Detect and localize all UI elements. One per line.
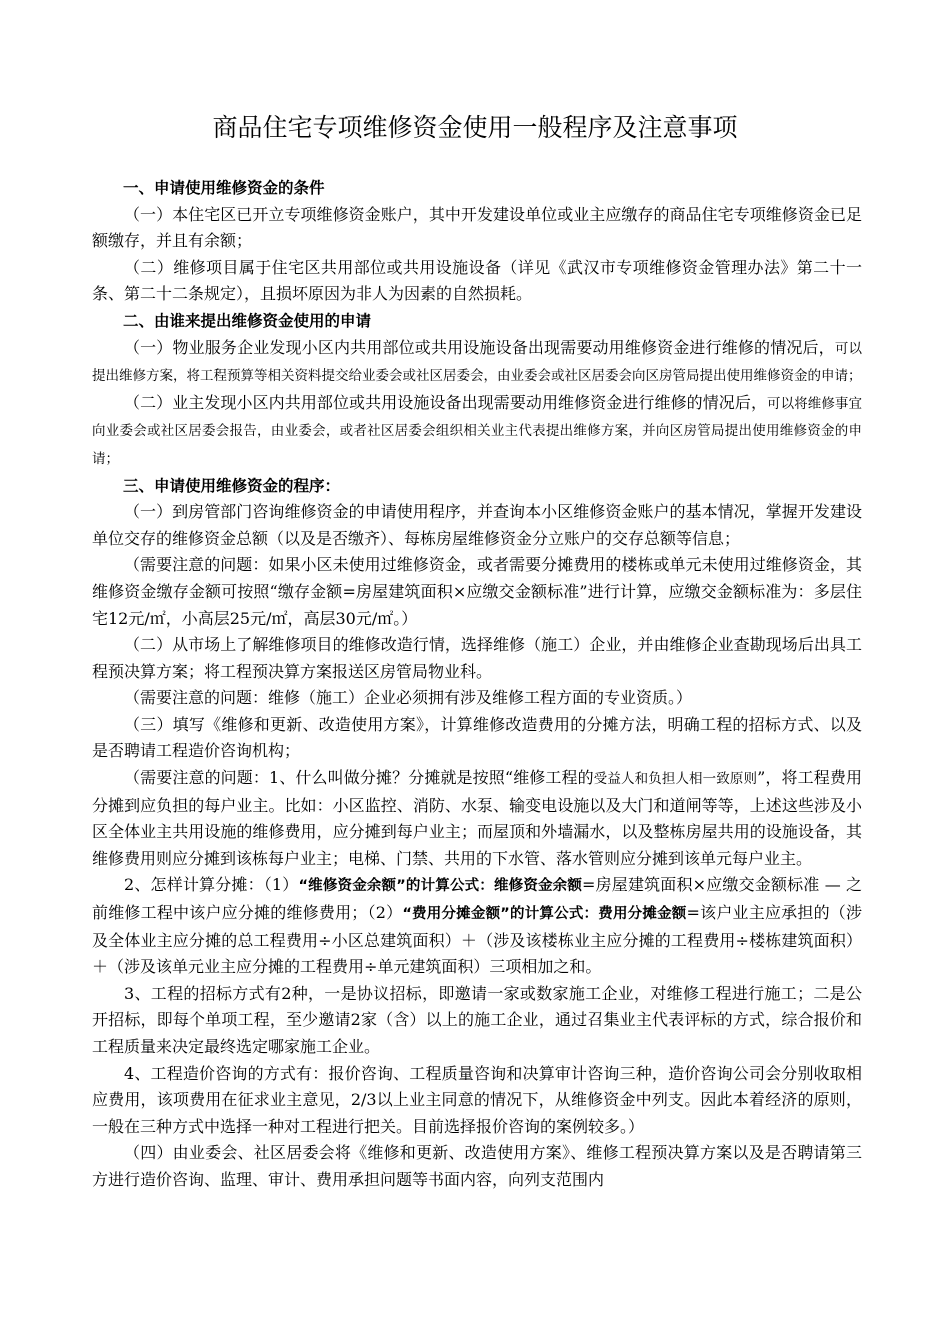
paragraph: （一）本住宅区已开立专项维修资金账户，其中开发建设单位或业主应缴存的商品住宅专项维修资金已足额缴存，并且有余额； — [92, 204, 862, 251]
paragraph: （三）填写《维修和更新、改造使用方案》，计算维修改造费用的分摊方法，明确工程的招标方式、以及是否聘请工程造价咨询机构； — [92, 714, 862, 761]
text-run: 可以将维修事宜向业委会或社区居委会报告，由业委会，或者社区居委会组织相关业主代表提出维修方案，并向区房管局提出使用维修资金的申请； — [92, 395, 862, 467]
note-paragraph — [92, 765, 862, 872]
text-run: 可以提出维修方案，将工程预算等相关资料提交给业委会或社区居委会，由业委会或社区居委会向区房管局提出使用维修资金的申请； — [92, 340, 862, 385]
text-run: （一）物业服务企业发现小区内共用部位或共用设施设备出现需要动用维修资金进行维修的情况后， — [124, 337, 835, 357]
paragraph: （四）由业委会、社区居委会将《维修和更新、改造使用方案》、维修工程预决算方案以及是否聘请第三方进行造价咨询、监理、审计、费用承担问题等书面内容，向列支范围内 — [92, 1143, 862, 1189]
text-run: 受益人和负担人相一致原则 — [593, 771, 758, 788]
text-run: =房屋建筑面积×应缴交金额标准 — 之前维修工程中该户应分摊的维修费用；（2） — [92, 875, 862, 923]
formula-paragraph — [92, 872, 862, 980]
note-paragraph: （需要注意的问题：如果小区未使用过维修资金，或者需要分摊费用的楼栋或单元未使用过维修资金，其维修资金缴存金额可按照“缴存金额=房屋建筑面积×应缴交金额标准”进行计算，应缴交金额标准为：多层住宅12元/㎡，小高层25元/㎡，高层30元/㎡。） — [92, 555, 862, 628]
paragraph: （一）到房管部门咨询维修资金的申请使用程序，并查询本小区维修资金账户的基本情况，掌握开发建设单位交存的维修资金总额（以及是否缴齐）、每栋房屋维修资金分立账户的交存总额等信息； — [92, 502, 862, 548]
formula-label: “费用分摊金额”的计算公式：费用分摊金额 — [402, 906, 687, 923]
section-heading-applicant: 二、由谁来提出维修资金使用的申请 — [123, 311, 372, 330]
text-run: （需要注意的问题：1、什么叫做分摊？分摊就是按照“维修工程的 — [124, 768, 594, 788]
section-heading-procedure: 三、申请使用维修资金的程序： — [123, 476, 341, 495]
document-body — [92, 175, 862, 1194]
paragraph: 3、工程的招标方式有2种，一是协议招标，即邀请一家或数家施工企业，对维修工程进行施工；二是公开招标，即每个单项工程，至少邀请2家（含）以上的施工企业，通过召集业主代表评标的方式，综合报价和工程质量来决定最终选定哪家施工企业。 — [92, 983, 862, 1056]
text-run: 2、怎样计算分摊：（1） — [124, 875, 299, 895]
paragraph — [92, 335, 862, 390]
paragraph: （二）维修项目属于住宅区共用部位或共用设施设备（详见《武汉市专项维修资金管理办法》第二十一条、第二十二条规定），且损坏原因为非人为因素的自然损耗。 — [92, 257, 862, 304]
formula-label: “维修资金余额”的计算公式：维修资金余额 — [298, 878, 583, 895]
text-run: =该户业主应承担的（涉及全体业主应分摊的总工程费用÷小区总建筑面积）＋（涉及该楼栋业主应分摊的工程费用÷楼栋建筑面积）＋（涉及该单元业主应分摊的工程费用÷单元建筑面积）三项相加之和。 — [92, 903, 862, 977]
text-run: ”，将工程费用分摊到应负担的每户业主。比如：小区监控、消防、水泵、输变电设施以及大门和道闸等等，上述这些涉及小区全体业主共用设施的维修费用，应分摊到每户业主；而屋顶和外墙漏水，以及整栋房屋共用的设施设备，其维修费用则应分摊到该栋每户业主；电梯、门禁、共用的下水管、落水管则应分摊到该单元每户业主。 — [92, 768, 862, 868]
paragraph: 4、工程造价咨询的方式有：报价咨询、工程质量咨询和决算审计咨询三种，造价咨询公司会分别收取相应费用，该项费用在征求业主意见，2/3以上业主同意的情况下，从维修资金中列支。因此本着经济的原则，一般在三种方式中选择一种对工程进行把关。目前选择报价咨询的案例较多。） — [92, 1063, 862, 1136]
paragraph — [92, 390, 862, 473]
note-paragraph: （需要注意的问题：维修（施工）企业必须拥有涉及维修工程方面的专业资质。） — [124, 688, 693, 708]
paragraph: （二）从市场上了解维修项目的维修改造行情，选择维修（施工）企业，并由维修企业查勘现场后出具工程预决算方案；将工程预决算方案报送区房管局物业科。 — [92, 635, 862, 681]
section-heading-conditions: 一、申请使用维修资金的条件 — [123, 179, 325, 197]
document-title: 商品住宅专项维修资金使用一般程序及注意事项 — [212, 113, 738, 142]
text-run: （二）业主发现小区内共用部位或共用设施设备出现需要动用维修资金进行维修的情况后， — [124, 392, 768, 412]
